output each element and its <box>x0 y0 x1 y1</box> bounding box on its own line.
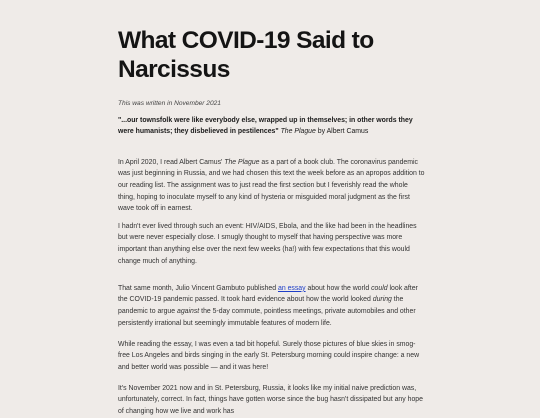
text: the pandemic to argue <box>118 296 404 316</box>
quote-text: "...our townsfolk were like everybody else, wrapped up in themselves; in other words they were humanists; they disbelieved in pestilences" <box>118 117 413 135</box>
book-title: The Plague <box>224 158 260 166</box>
paragraph-4: While reading the essay, I was even a tad bit hopeful. Surely those pictures of blue skies in smog-free Los Angeles and birds singing in the early St. Petersburg morning could inspire change: a new and better world was possible — and it was here! <box>118 340 420 372</box>
text: the 5-day commute, pointless meetings, private automobiles and other persistently irrational but seemingly immutable features of modern life. <box>118 308 416 327</box>
title-line-2: Narcissus <box>118 56 230 83</box>
paragraph-3 <box>118 283 426 329</box>
title-line-1: What COVID-19 Said to <box>118 27 374 54</box>
article-title <box>118 26 426 84</box>
paragraph-2: I hadn't ever lived through such an event: HIV/AIDS, Ebola, and the like had been in the headlines but were never especially close. I smugly thought to myself that having perspective was more important than anything else over the next few weeks (ha!) with few expectations that this would change much of anything. <box>118 222 417 265</box>
text: about how the world <box>305 284 372 292</box>
quote-source-title: The Plague <box>280 127 316 135</box>
essay-link[interactable]: an essay <box>277 284 306 292</box>
text: That same month, Julio Vincent Gambuto published <box>118 284 278 292</box>
paragraph-1 <box>118 157 426 215</box>
emphasis: during <box>372 296 392 304</box>
text: as a part of a book club. The coronavirus pandemic was just beginning in Russia, and we had chosen this text the week before as an apropos addition to our reading list. The assignment was to just read the first section but I feverishly read the whole thing, hoping to inoculate myself to any kind of hysteria or misguided moral judgment as the first wave took off in earnest. <box>118 158 425 213</box>
emphasis: could <box>371 284 388 292</box>
epigraph-quote <box>118 116 426 137</box>
paragraph-5: It's November 2021 now and in St. Petersburg, Russia, it looks like my initial naive prediction was, unfortunately, correct. In fact, things have gotten worse since the bug hasn't dissipated but any hope of changing how we live and work has <box>118 384 423 416</box>
quote-source-author: by Albert Camus <box>315 127 369 135</box>
written-note: This was written in November 2021 <box>118 100 221 107</box>
emphasis: against <box>177 308 200 316</box>
text: look after the COVID-19 pandemic passed. It took hard evidence about how the world looked <box>118 284 418 304</box>
text: In April 2020, I read Albert Camus' <box>118 158 225 166</box>
